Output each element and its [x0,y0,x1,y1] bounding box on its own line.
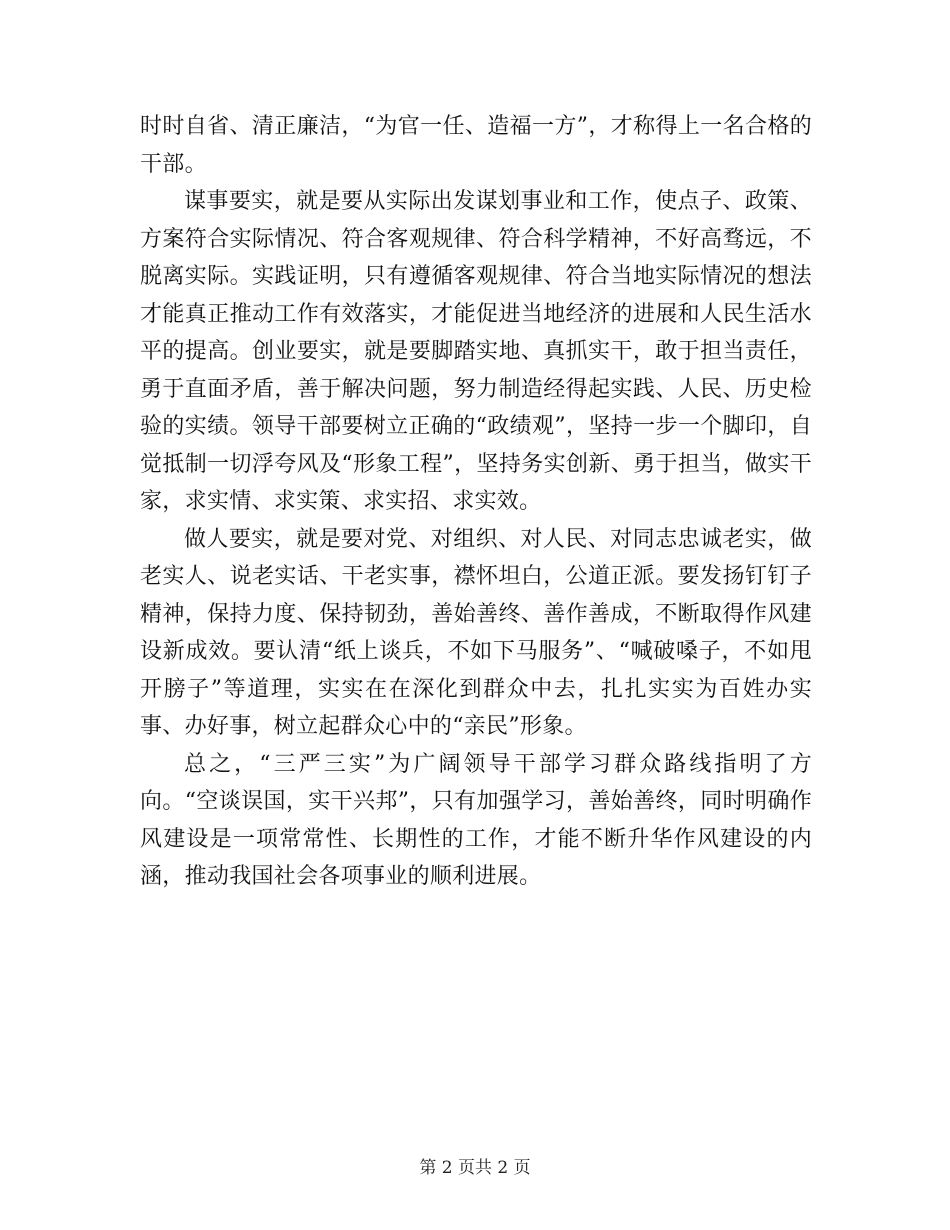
page-number-footer: 第 2 页共 2 页 [419,1158,531,1178]
paragraph-continuation: 时时自省、清正廉洁，“为官一任、造福一方”，才称得上一名合格的干部。 [140,114,812,177]
paragraph-being-honest: 做人要实，就是要对党、对组织、对人民、对同志忠诚老实，做老实人、说老实话、干老实事，襟怀坦白，公道正派。要发扬钉钉子精神，保持力度、保持韧劲，善始善终、善作善成，不断取得作风建设新成效。要认清“纸上谈兵，不如下马服务”、“喊破嗓子，不如甩开膀子”等道理，实实在在深化到群众中去，扎扎实实为百姓办实事、办好事，树立起群众心中的“亲民”形象。 [140,526,812,739]
paragraph-conclusion: 总之，“三严三实”为广阔领导干部学习群众路线指明了方向。“空谈误国，实干兴邦”，只有加强学习，善始善终，同时明确作风建设是一项常常性、长期性的工作，才能不断升华作风建设的内涵，推动我国社会各项事业的顺利进展。 [140,751,812,889]
document-body [140,108,812,896]
paragraph-planning-and-entrepreneurship: 谋事要实，就是要从实际出发谋划事业和工作，使点子、政策、方案符合实际情况、符合客观规律、符合科学精神，不好高骛远，不脱离实际。实践证明，只有遵循客观规律、符合当地实际情况的想法才能真正推动工作有效落实，才能促进当地经济的进展和人民生活水平的提高。创业要实，就是要脚踏实地、真抓实干，敢于担当责任，勇于直面矛盾，善于解决问题，努力制造经得起实践、人民、历史检验的实绩。领导干部要树立正确的“政绩观”，坚持一步一个脚印，自觉抵制一切浮夸风及“形象工程”，坚持务实创新、勇于担当，做实干家，求实情、求实策、求实招、求实效。 [140,189,812,514]
